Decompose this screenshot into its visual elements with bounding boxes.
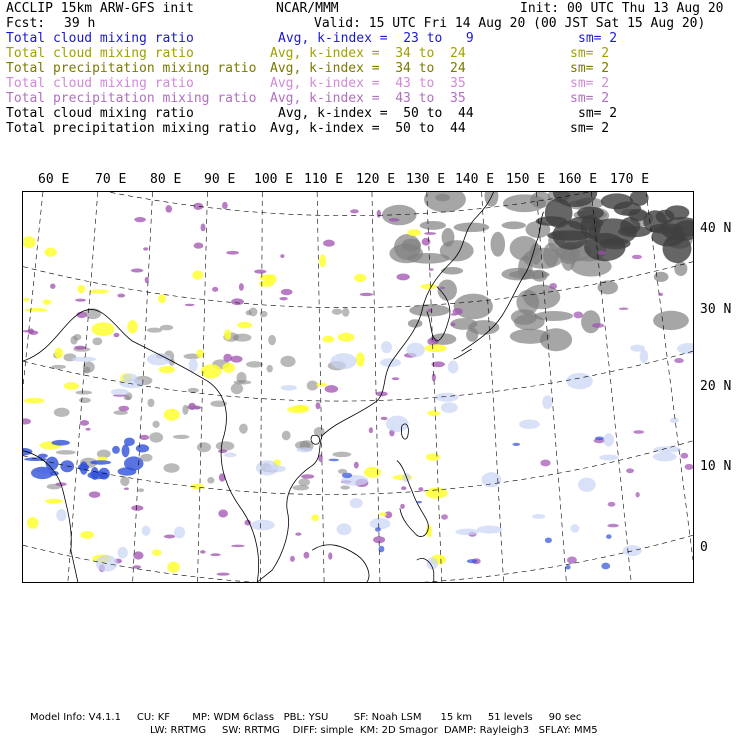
model-title: ACCLIP 15km ARW-GFS init	[6, 1, 194, 16]
longitude-label: 120 E	[356, 172, 396, 187]
longitude-label: 60 E	[38, 172, 70, 187]
longitude-label: 100 E	[254, 172, 294, 187]
longitude-label: 130 E	[406, 172, 446, 187]
legend-row	[6, 91, 726, 106]
longitude-label: 150 E	[506, 172, 546, 187]
longitude-label: 110 E	[304, 172, 344, 187]
legend-avg: Avg, k-index = 34 to 24	[270, 61, 466, 76]
legend-field: Total cloud mixing ratio	[6, 46, 194, 61]
fcst-label: Fcst:	[6, 16, 46, 31]
legend-field: Total cloud mixing ratio	[6, 106, 194, 121]
legend-sm: sm= 2	[570, 76, 610, 91]
legend-sm: sm= 2	[570, 121, 610, 136]
latitude-label: 30 N	[700, 302, 732, 317]
org-label: NCAR/MMM	[276, 1, 339, 16]
legend-field: Total precipitation mixing ratio	[6, 61, 257, 76]
longitude-label: 160 E	[558, 172, 598, 187]
legend-avg: Avg, k-index = 34 to 24	[270, 46, 466, 61]
legend-row	[6, 106, 726, 121]
legend-sm: sm= 2	[578, 31, 618, 46]
longitude-label: 90 E	[204, 172, 236, 187]
legend-avg: Avg, k-index = 43 to 35	[270, 76, 466, 91]
model-info-line1: Model Info: V4.1.1 CU: KF MP: WDM 6class PBL: YSU SF: Noah LSM 15 km 51 levels 90 sec	[30, 712, 582, 723]
init-time: Init: 00 UTC Thu 13 Aug 20	[520, 1, 724, 16]
legend-sm: sm= 2	[570, 46, 610, 61]
map-panel	[22, 191, 694, 583]
legend-row	[6, 76, 726, 91]
longitude-label: 80 E	[150, 172, 182, 187]
legend-sm: sm= 2	[570, 61, 610, 76]
legend-sm: sm= 2	[578, 106, 618, 121]
legend-avg: Avg, k-index = 50 to 44	[278, 106, 474, 121]
legend-row	[6, 61, 726, 76]
legend-field: Total cloud mixing ratio	[6, 76, 194, 91]
longitude-label: 140 E	[455, 172, 495, 187]
latitude-label: 40 N	[700, 221, 732, 236]
legend-row	[6, 121, 726, 136]
legend-avg: Avg, k-index = 23 to 9	[278, 31, 474, 46]
model-info-line2: LW: RRTMG SW: RRTMG DIFF: simple KM: 2D Smagor DAMP: Rayleigh3 SFLAY: MM5	[150, 725, 598, 736]
latitude-label: 0	[700, 540, 708, 555]
legend-row	[6, 31, 726, 46]
longitude-label: 170 E	[610, 172, 650, 187]
longitude-label: 70 E	[95, 172, 127, 187]
latitude-label: 10 N	[700, 459, 732, 474]
fcst-value: 39 h	[64, 16, 96, 31]
legend-field: Total cloud mixing ratio	[6, 31, 194, 46]
legend-row	[6, 46, 726, 61]
legend-avg: Avg, k-index = 43 to 35	[270, 91, 466, 106]
valid-time: Valid: 15 UTC Fri 14 Aug 20 (00 JST Sat 15 Aug 20)	[314, 16, 706, 31]
legend-sm: sm= 2	[570, 91, 610, 106]
latitude-label: 20 N	[700, 379, 732, 394]
legend-field: Total precipitation mixing ratio	[6, 121, 257, 136]
legend-field: Total precipitation mixing ratio	[6, 91, 257, 106]
legend-avg: Avg, k-index = 50 to 44	[270, 121, 466, 136]
